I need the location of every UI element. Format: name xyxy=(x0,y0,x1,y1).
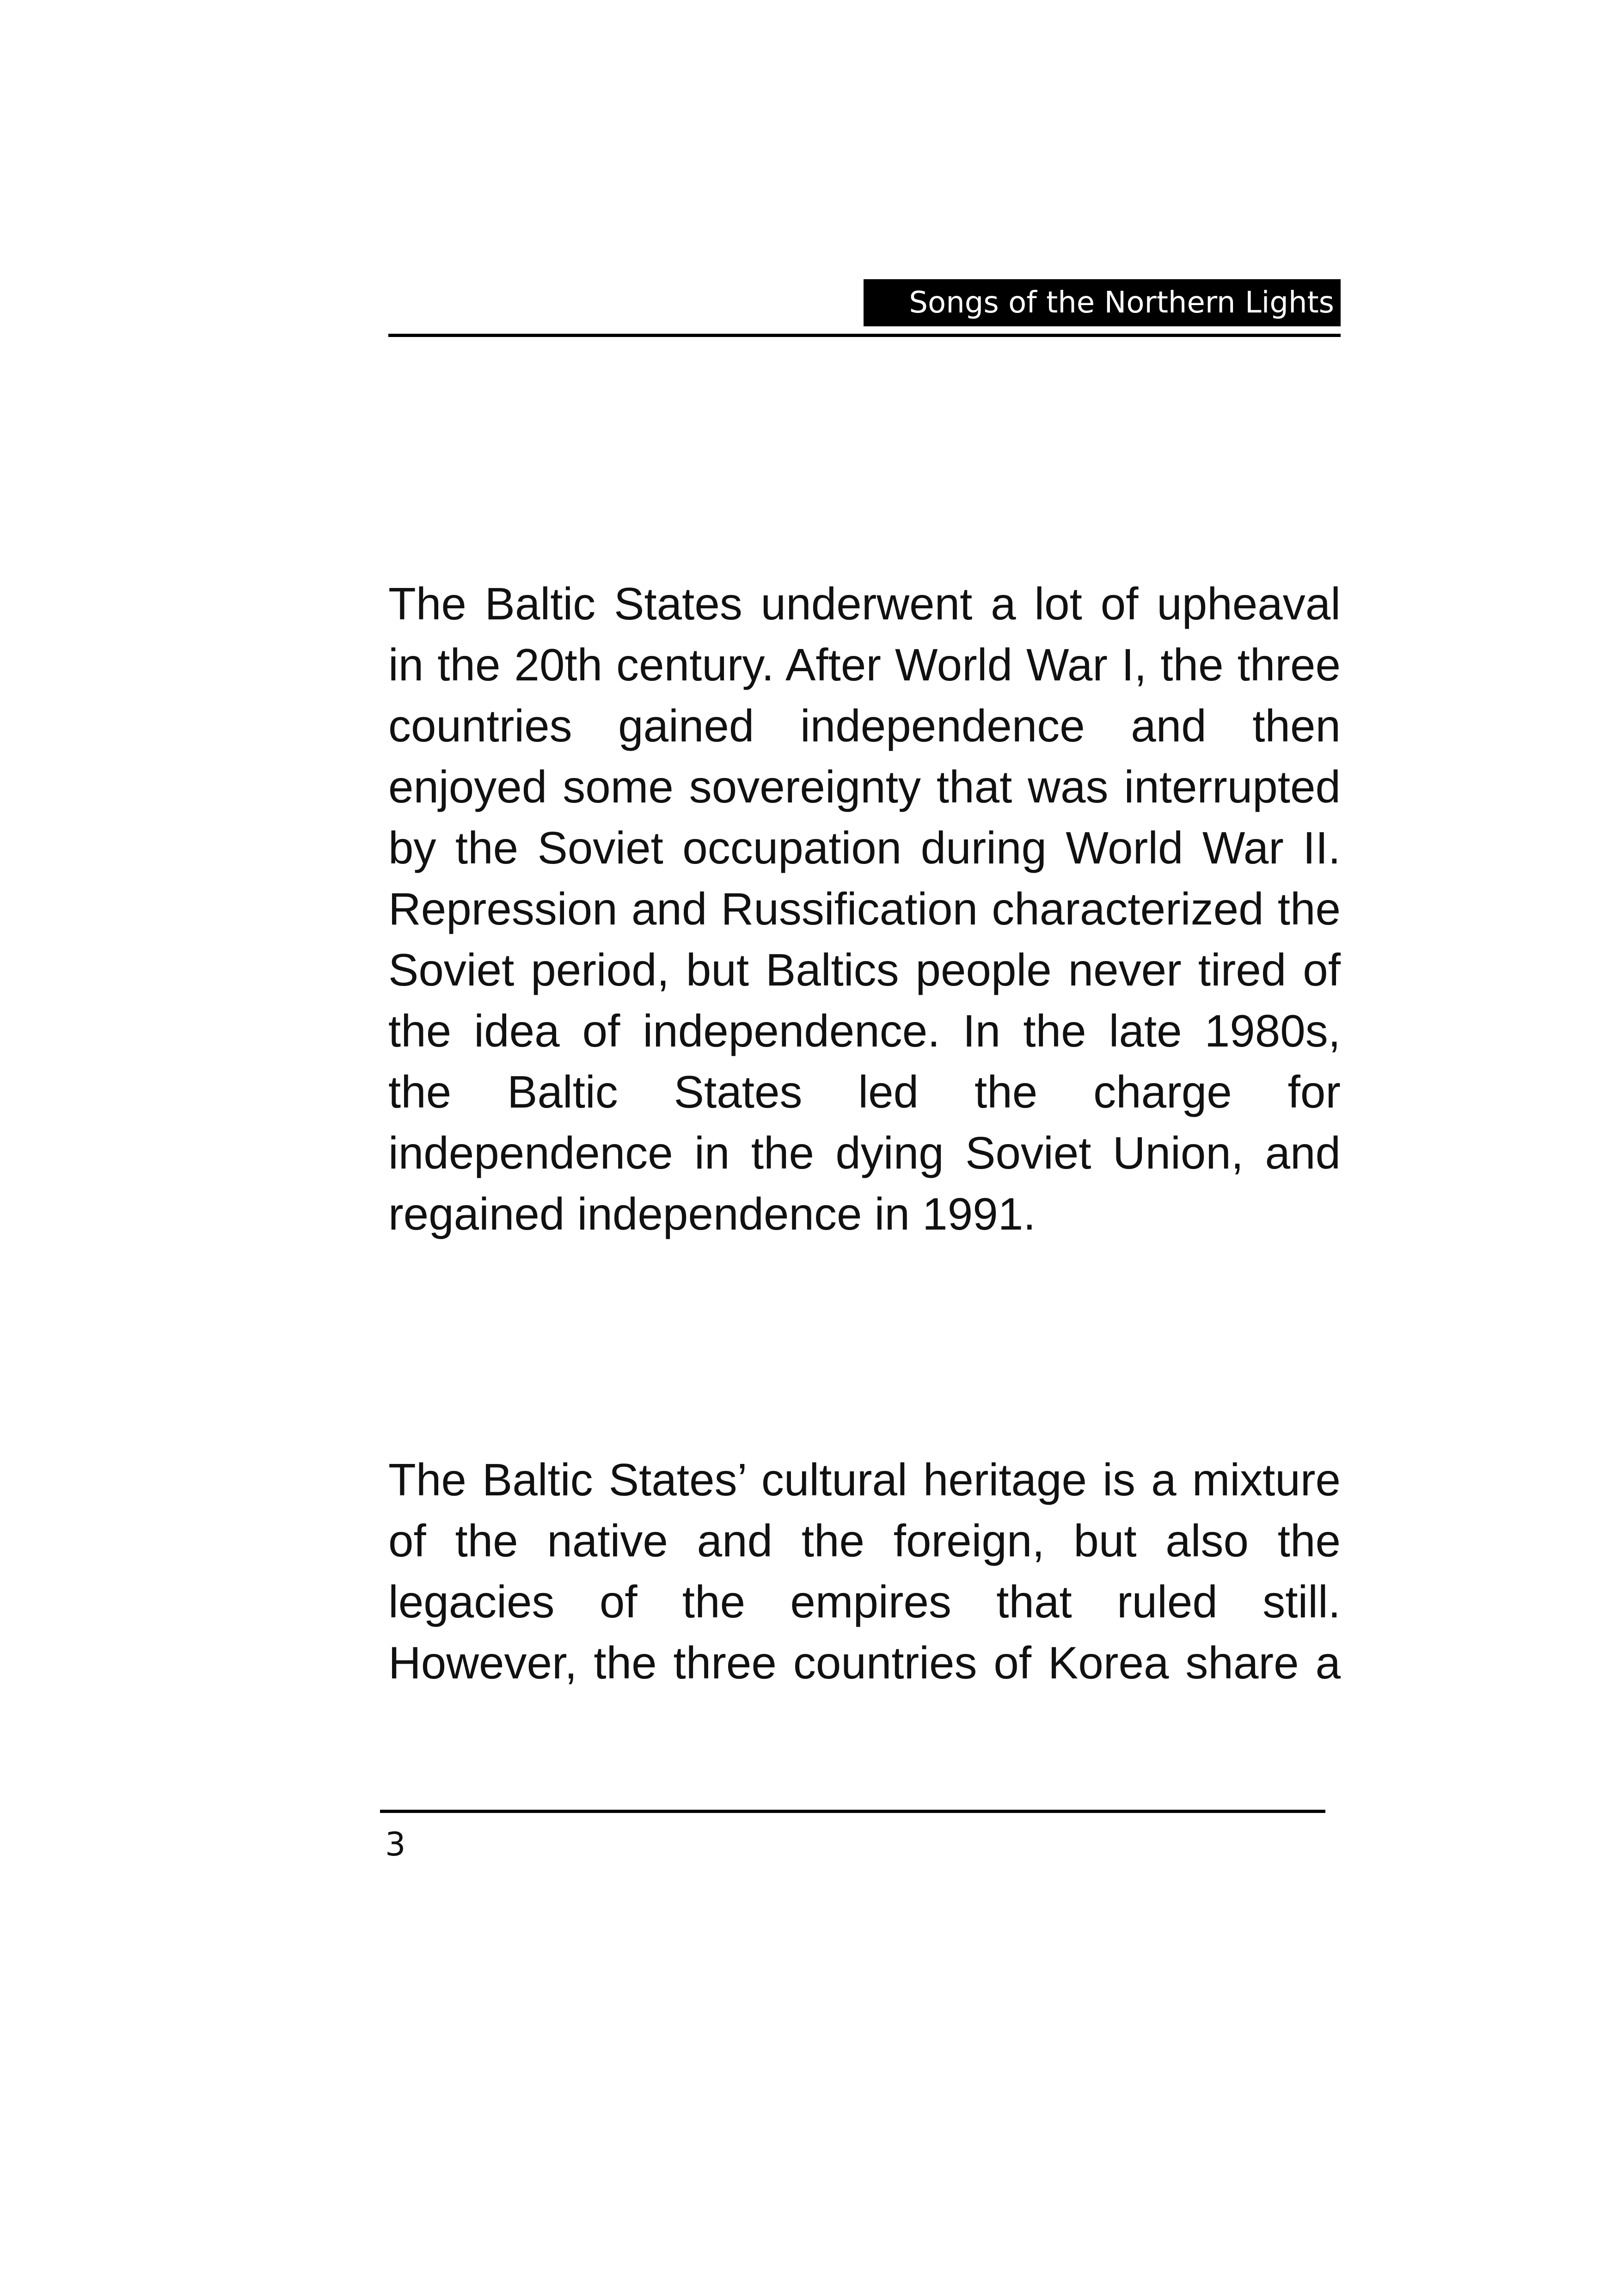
running-header-title: Songs of the Northern Lights xyxy=(864,279,1341,326)
body-paragraph-1: The Baltic States underwent a lot of upheaval in the 20th century. After World War I, the three countries gained independence and then enjoyed some sovereignty that was interrupted by the Soviet occupation during World War II. Repression and Russification characterized the Soviet period, but Baltics people never tired of the idea of independence. In the late 1980s, the Baltic States led the charge for independence in the dying Soviet Union, and regained independence in 1991. xyxy=(388,578,1341,1239)
body-paragraph-2: The Baltic States’ cultural heritage is a mixture of the native and the foreign, but also the legacies of the empires that ruled still. However, the three countries of Korea share a xyxy=(388,1454,1341,1688)
footer-rule xyxy=(380,1810,1325,1813)
header-rule xyxy=(388,334,1341,337)
page-number: 3 xyxy=(385,1825,406,1863)
